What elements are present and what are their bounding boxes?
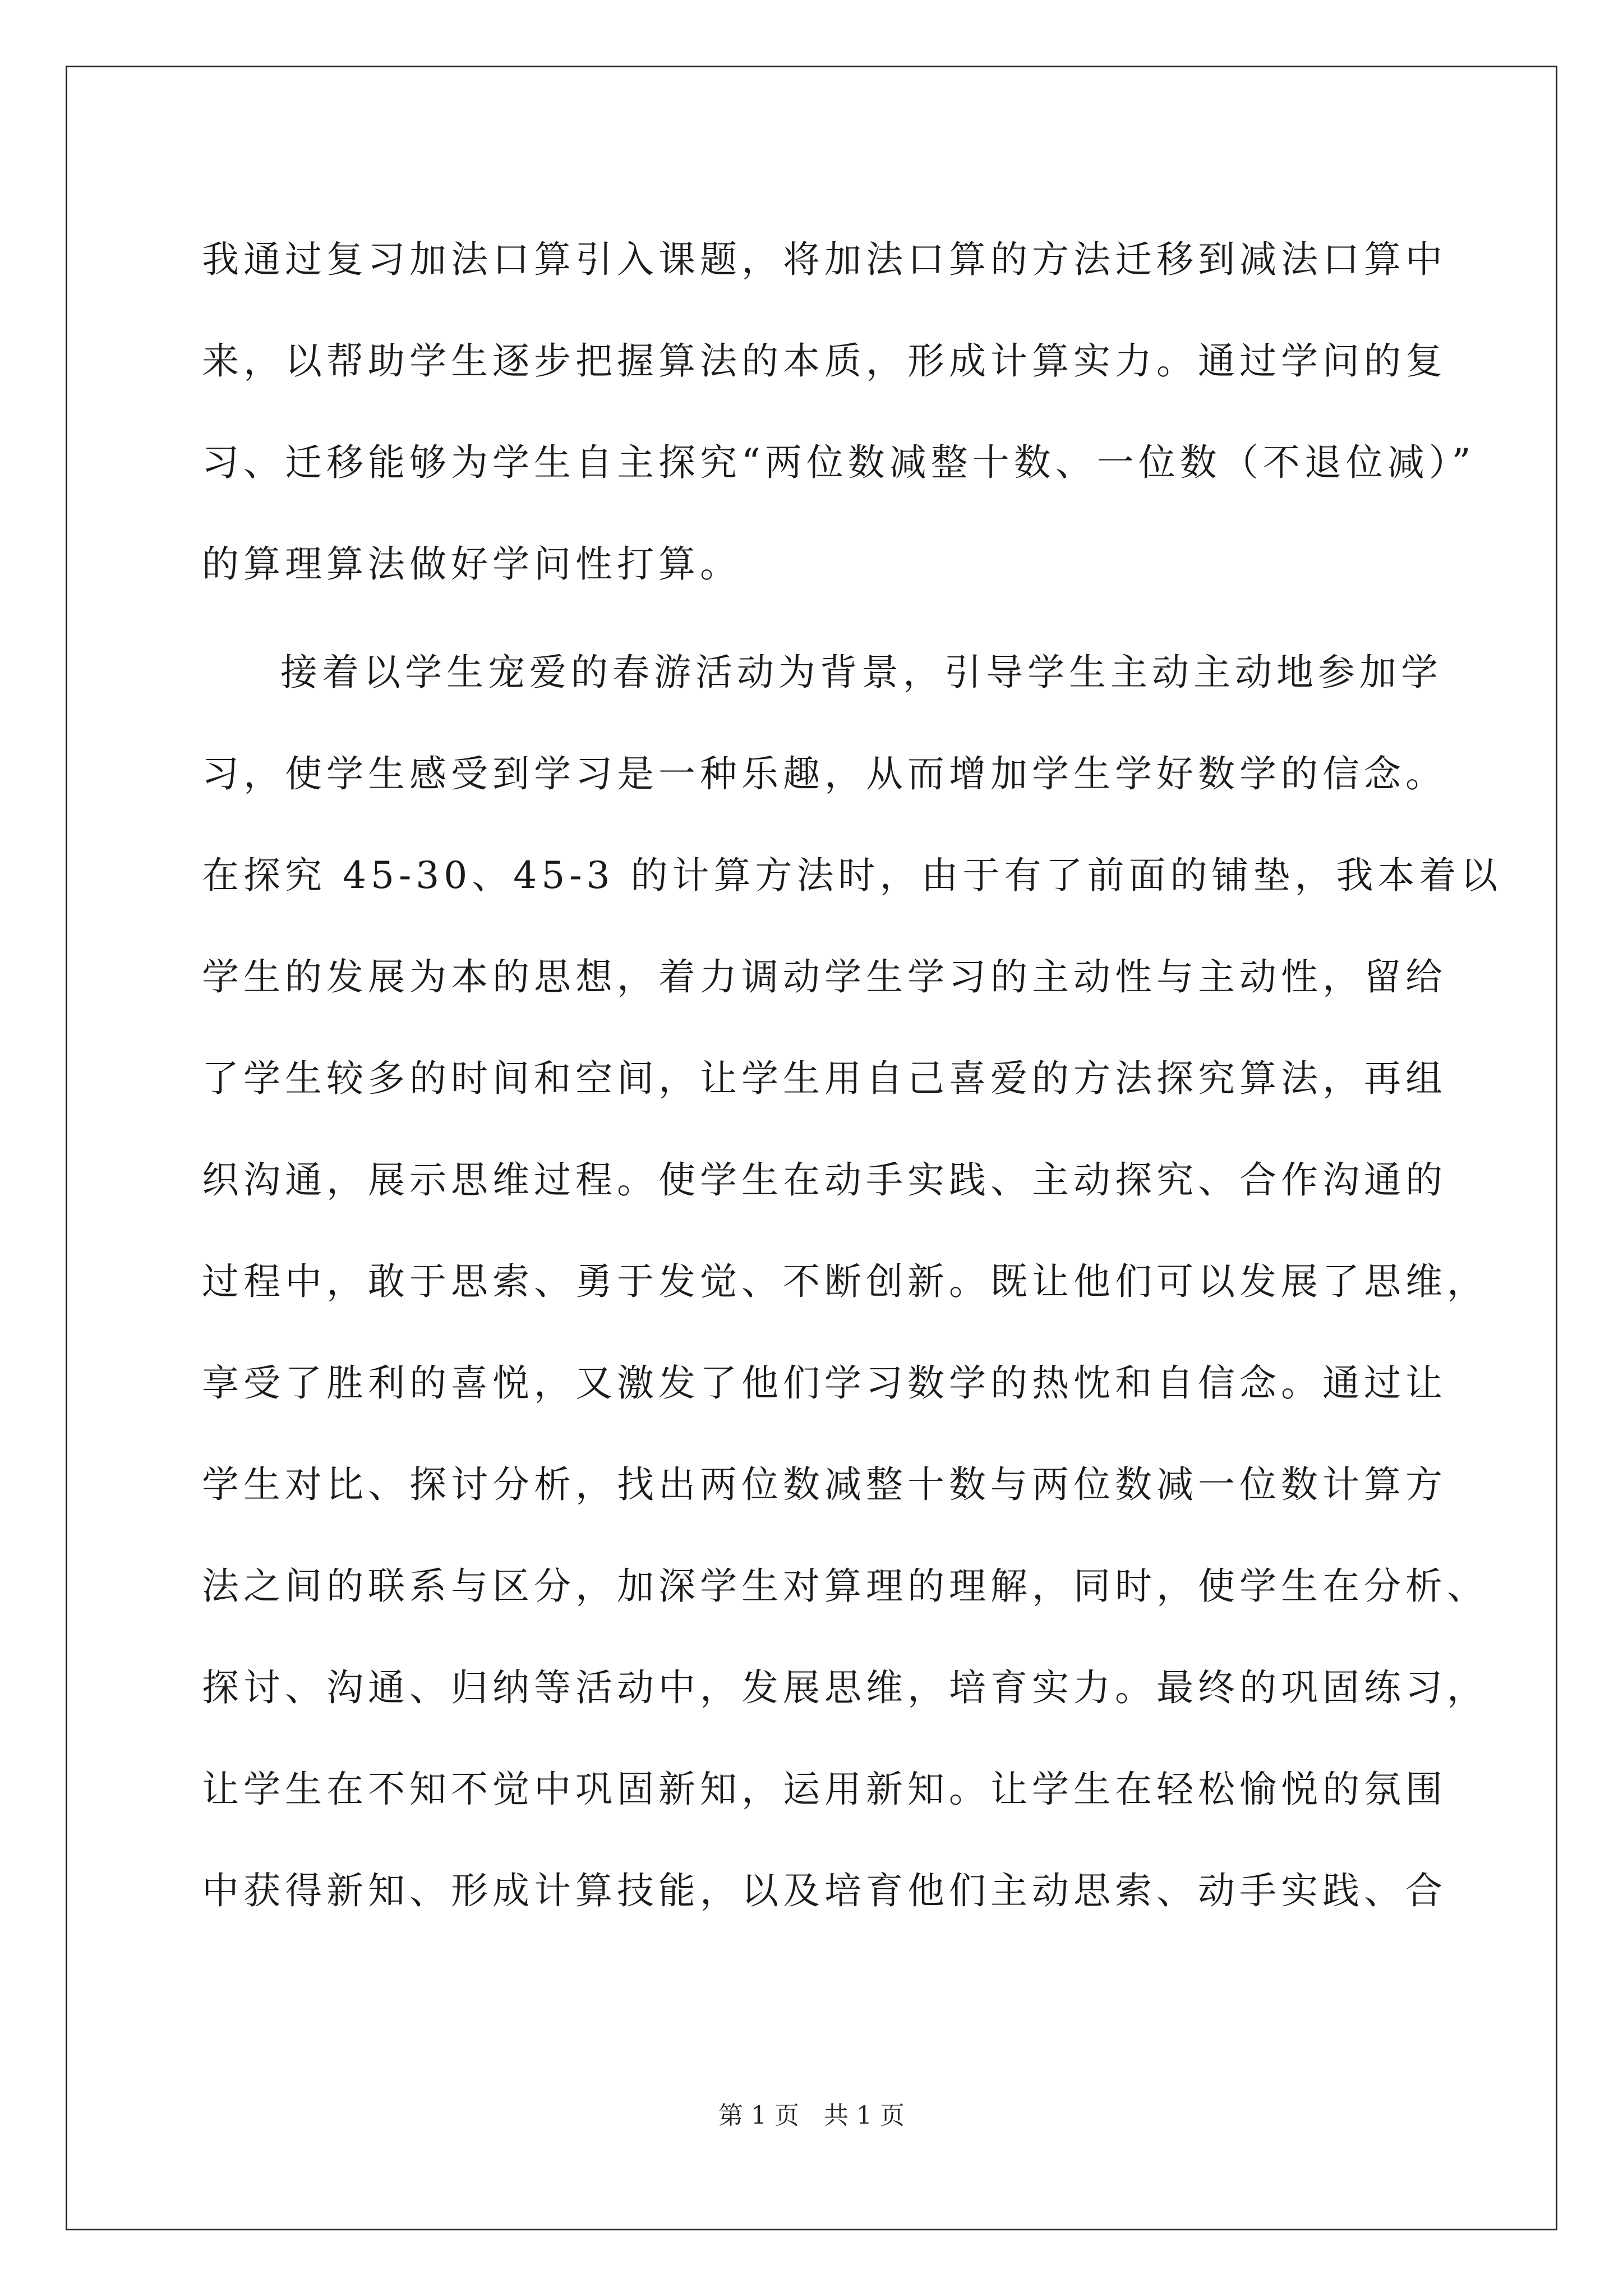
text-line: 的算理算法做好学问性打算。 [202,542,741,586]
text-line: 享受了胜利的喜悦，又激发了他们学习数学的热忱和自信念。通过让 [202,1361,1447,1405]
document-body [202,209,1520,1941]
text-line: 来，以帮助学生逐步把握算法的本质，形成计算实力。通过学问的复 [202,339,1447,383]
page-number-footer: 第 1 页 共 1 页 [718,2101,905,2130]
text-line: 学生对比、探讨分析，找出两位数减整十数与两位数减一位数计算方 [202,1463,1447,1506]
text-line: 学生的发展为本的思想，着力调动学生学习的主动性与主动性，留给 [202,955,1447,999]
text-line: 我通过复习加法口算引入课题，将加法口算的方法迁移到减法口算中 [202,238,1447,281]
text-line: 法之间的联系与区分，加深学生对算理的理解，同时，使学生在分析、 [202,1565,1488,1608]
text-line: 过程中，敢于思索、勇于发觉、不断创新。既让他们可以发展了思维， [202,1260,1488,1303]
text-line: 探讨、沟通、归纳等活动中，发展思维，培育实力。最终的巩固练习， [202,1666,1488,1709]
text-line: 织沟通，展示思维过程。使学生在动手实践、主动探究、合作沟通的 [202,1158,1447,1202]
paragraph-first-line: 接着以学生宠爱的春游活动为背景，引导学生主动主动地参加学 [280,651,1442,694]
text-line: 中获得新知、形成计算技能，以及培育他们主动思索、动手实践、合 [202,1869,1447,1912]
text-line: 习、迁移能够为学生自主探究“两位数减整十数、一位数（不退位减）” [202,441,1476,484]
text-line: 了学生较多的时间和空间，让学生用自己喜爱的方法探究算法，再组 [202,1057,1447,1100]
text-line: 习，使学生感受到学习是一种乐趣，从而增加学生学好数学的信念。 [202,752,1447,795]
text-line: 在探究 45-30、45-3 的计算方法时，由于有了前面的铺垫，我本着以 [202,854,1502,897]
text-line: 让学生在不知不觉中巩固新知，运用新知。让学生在轻松愉悦的氛围 [202,1768,1447,1811]
